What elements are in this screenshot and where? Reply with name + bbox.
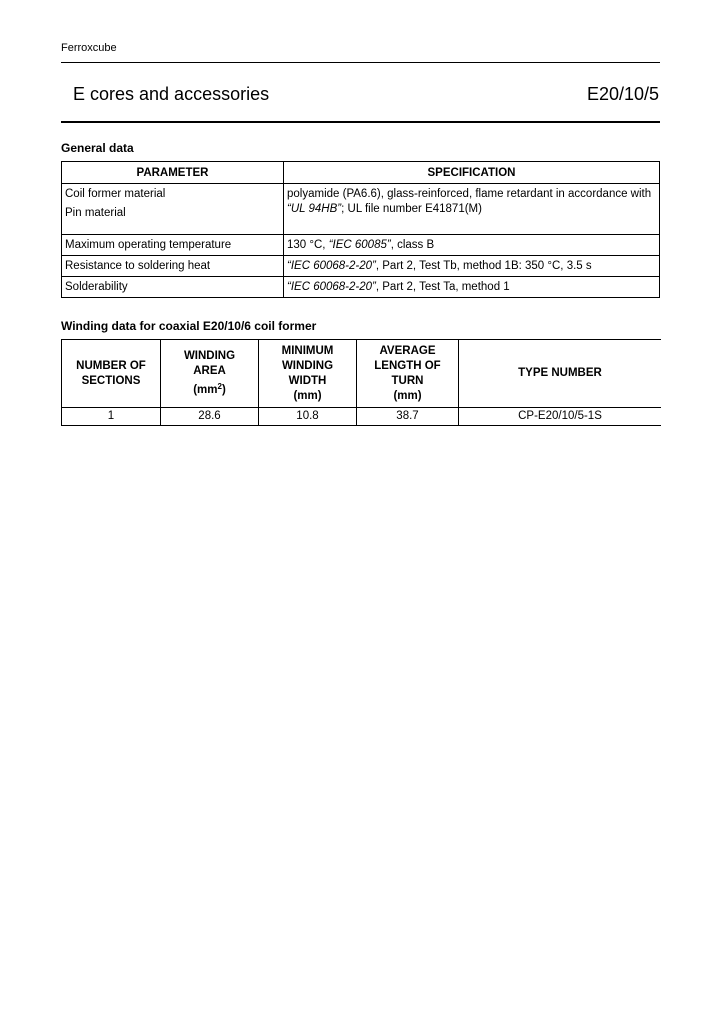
- header-avg-turn: AVERAGE LENGTH OF TURN (mm): [357, 340, 459, 408]
- param-cell: Solderability: [62, 277, 284, 298]
- spec-cell: [284, 277, 660, 298]
- cell-type-number: CP-E20/10/5-1S: [459, 408, 662, 426]
- table-row: [62, 256, 660, 277]
- cell-width: 10.8: [259, 408, 357, 426]
- company-name: Ferroxcube: [61, 42, 117, 54]
- param-cell: [62, 184, 284, 235]
- spec-text: 130 °C,: [287, 239, 329, 251]
- winding-data-table: [61, 339, 661, 426]
- table-row: [62, 277, 660, 298]
- header-specification: SPECIFICATION: [284, 162, 660, 184]
- spec-cell: [284, 256, 660, 277]
- general-data-table: [61, 161, 660, 298]
- cell-area: 28.6: [161, 408, 259, 426]
- table-header-row: [62, 162, 660, 184]
- cell-turn: 38.7: [357, 408, 459, 426]
- spec-text: ; UL file number E41871(M): [341, 203, 482, 215]
- header-sections: NUMBER OF SECTIONS: [62, 340, 161, 408]
- spec-text: , Part 2, Test Ta, method 1: [375, 281, 510, 293]
- table-row: [62, 408, 662, 426]
- table-row: [62, 235, 660, 256]
- spec-standard: “IEC 60085”: [328, 239, 391, 251]
- header-winding-area: WINDING AREA $(mm^2)$: [161, 340, 259, 408]
- table-header-row: [62, 340, 662, 408]
- spec-text: , class B: [390, 239, 435, 251]
- page-title: E cores and accessories: [73, 84, 270, 104]
- spec-text: , Part 2, Test Tb, method 1B: 350 °C, 3.5 s: [375, 260, 592, 272]
- spec-cell: [284, 235, 660, 256]
- header-rule: [61, 62, 660, 63]
- part-number: E20/10/5: [586, 84, 659, 104]
- spec-standard: “IEC 60068-2-20”: [287, 281, 376, 293]
- table-row: [62, 184, 660, 235]
- header-min-width: MINIMUM WINDING WIDTH (mm): [259, 340, 357, 408]
- param-coil-former: Coil former material: [65, 188, 166, 200]
- title-rule: [61, 121, 660, 123]
- spec-standard: “IEC 60068-2-20”: [287, 260, 376, 272]
- spec-text: polyamide (PA6.6), glass-reinforced, flame retardant in accordance with: [287, 188, 652, 200]
- cell-sections: 1: [62, 408, 161, 426]
- param-cell: Resistance to soldering heat: [62, 256, 284, 277]
- general-data-title: General data: [61, 141, 134, 155]
- param-pin-material: Pin material: [65, 207, 126, 219]
- param-cell: Maximum operating temperature: [62, 235, 284, 256]
- spec-standard: “UL 94HB”: [287, 203, 342, 215]
- header-type-number: TYPE NUMBER: [459, 340, 662, 408]
- header-parameter: PARAMETER: [62, 162, 284, 184]
- spec-cell: [284, 184, 660, 235]
- winding-data-title: Winding data for coaxial E20/10/6 coil former: [61, 319, 317, 333]
